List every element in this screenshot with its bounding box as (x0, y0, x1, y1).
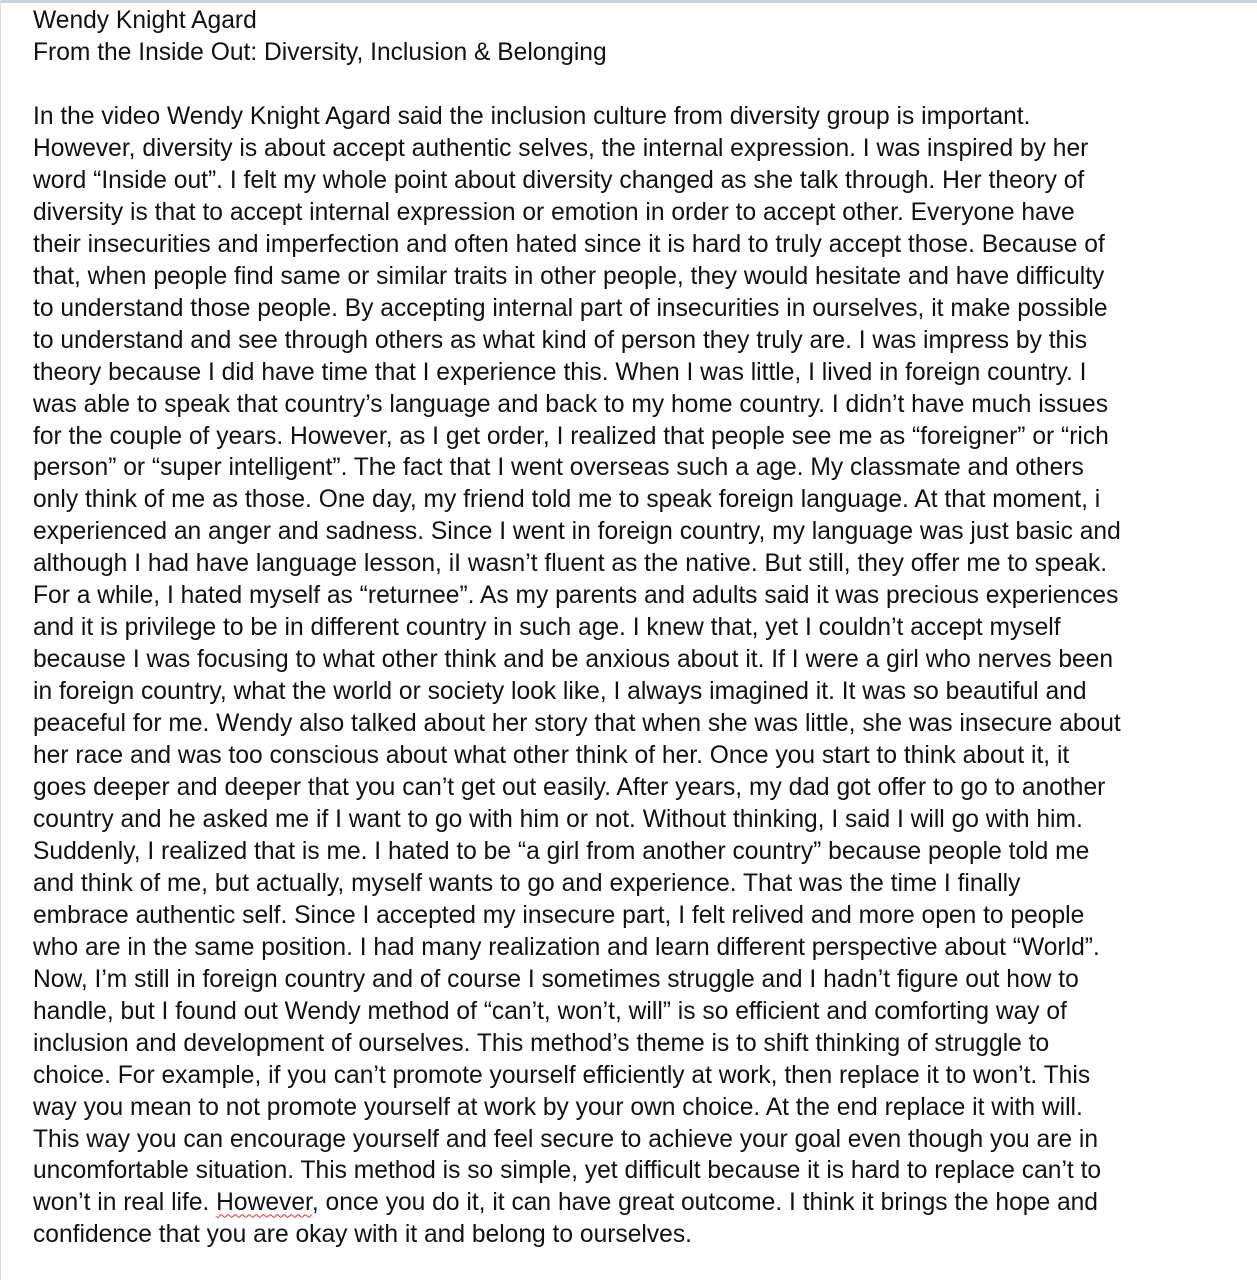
line-text-before: won’t in real life. (33, 1189, 217, 1217)
paragraph-line: embrace authentic self. Since I accepted my insecure part, I felt relived and more open to people (33, 901, 1085, 929)
paragraph-line: peaceful for me. Wendy also talked about her story that when she was little, she was insecure about (33, 710, 1121, 738)
document-author: Wendy Knight Agard (33, 7, 257, 34)
paragraph-line: word “Inside out”. I felt my whole point about diversity changed as she talk through. Her theory of (33, 166, 1085, 194)
paragraph-line: and it is privilege to be in different country in such age. I knew that, yet I couldn’t accept myself (33, 614, 1061, 642)
window-top-border (0, 0, 1257, 3)
spellcheck-flagged-word[interactable]: However (216, 1189, 312, 1217)
blank-line (33, 69, 1243, 101)
paragraph-line: that, when people find same or similar traits in other people, they would hesitate and have difficulty (33, 262, 1105, 290)
paragraph-line-last: confidence that you are okay with it and belong to ourselves. (33, 1221, 692, 1249)
line-text-after: , once you do it, it can have great outcome. I think it brings the hope and (311, 1189, 1098, 1217)
paragraph-line: Suddenly, I realized that is me. I hated to be “a girl from another country” because people told me (33, 837, 1090, 865)
paragraph-line: for the couple of years. However, as I get order, I realized that people see me as “foreigner” or “rich (33, 422, 1109, 450)
document-body[interactable] (33, 5, 1243, 1251)
paragraph-line: handle, but I found out Wendy method of “can’t, won’t, will” is so efficient and comforting way of (33, 997, 1067, 1025)
essay-paragraph (33, 101, 1243, 1251)
paragraph-line: although I had have language lesson, iI wasn’t fluent as the native. But still, they offer me to speak. (33, 550, 1108, 578)
paragraph-line: person” or “super intelligent”. The fact that I went overseas such a age. My classmate and others (33, 454, 1084, 482)
paragraph-line: in foreign country, what the world or society look like, I always imagined it. It was so beautiful and (33, 678, 1087, 706)
paragraph-line: to understand and see through others as what kind of person they truly are. I was impress by this (33, 326, 1088, 354)
paragraph-line: choice. For example, if you can’t promote yourself efficiently at work, then replace it to won’t. This (33, 1061, 1091, 1089)
paragraph-line: Now, I’m still in foreign country and of course I sometimes struggle and I hadn’t figure out how to (33, 965, 1079, 993)
document-title: From the Inside Out: Diversity, Inclusion & Belonging (33, 39, 607, 66)
paragraph-line: diversity is that to accept internal expression or emotion in order to accept other. Everyone have (33, 198, 1075, 226)
window-left-border (0, 0, 1, 1280)
paragraph-line: because I was focusing to what other think and be anxious about it. If I were a girl who nerves been (33, 646, 1114, 674)
paragraph-line: For a while, I hated myself as “returnee”. As my parents and adults said it was precious experiences (33, 582, 1119, 610)
paragraph-line: This way you can encourage yourself and feel secure to achieve your goal even though you are in (33, 1125, 1099, 1153)
paragraph-line: However, diversity is about accept authentic selves, the internal expression. I was inspired by her (33, 134, 1089, 162)
paragraph-line: country and he asked me if I want to go with him or not. Without thinking, I said I will go with him. (33, 805, 1083, 833)
paragraph-line: and think of me, but actually, myself wants to go and experience. That was the time I finally (33, 869, 1021, 897)
paragraph-line-with-spellcheck (33, 1187, 1243, 1219)
paragraph-line: goes deeper and deeper that you can’t get out easily. After years, my dad got offer to go to another (33, 774, 1106, 802)
paragraph-line: her race and was too conscious about what other think of her. Once you start to think about it, it (33, 742, 1070, 770)
paragraph-line: was able to speak that country’s language and back to my home country. I didn’t have much issues (33, 390, 1108, 418)
paragraph-line: only think of me as those. One day, my friend told me to speak foreign language. At that moment, i (33, 486, 1101, 514)
paragraph-line: to understand those people. By accepting internal part of insecurities in ourselves, it make possible (33, 294, 1108, 322)
paragraph-line: inclusion and development of ourselves. This method’s theme is to shift thinking of struggle to (33, 1029, 1050, 1057)
paragraph-line: way you mean to not promote yourself at work by your own choice. At the end replace it with will. (33, 1093, 1083, 1121)
paragraph-line: experienced an anger and sadness. Since I went in foreign country, my language was just basic and (33, 518, 1121, 546)
paragraph-line: their insecurities and imperfection and often hated since it is hard to truly accept those. Because of (33, 230, 1105, 258)
paragraph-line: uncomfortable situation. This method is so simple, yet difficult because it is hard to replace can’t to (33, 1157, 1102, 1185)
paragraph-line: who are in the same position. I had many realization and learn different perspective about “World”. (33, 933, 1100, 961)
paragraph-line: theory because I did have time that I experience this. When I was little, I lived in foreign country. I (33, 358, 1087, 386)
paragraph-line: In the video Wendy Knight Agard said the inclusion culture from diversity group is important. (33, 103, 1031, 130)
